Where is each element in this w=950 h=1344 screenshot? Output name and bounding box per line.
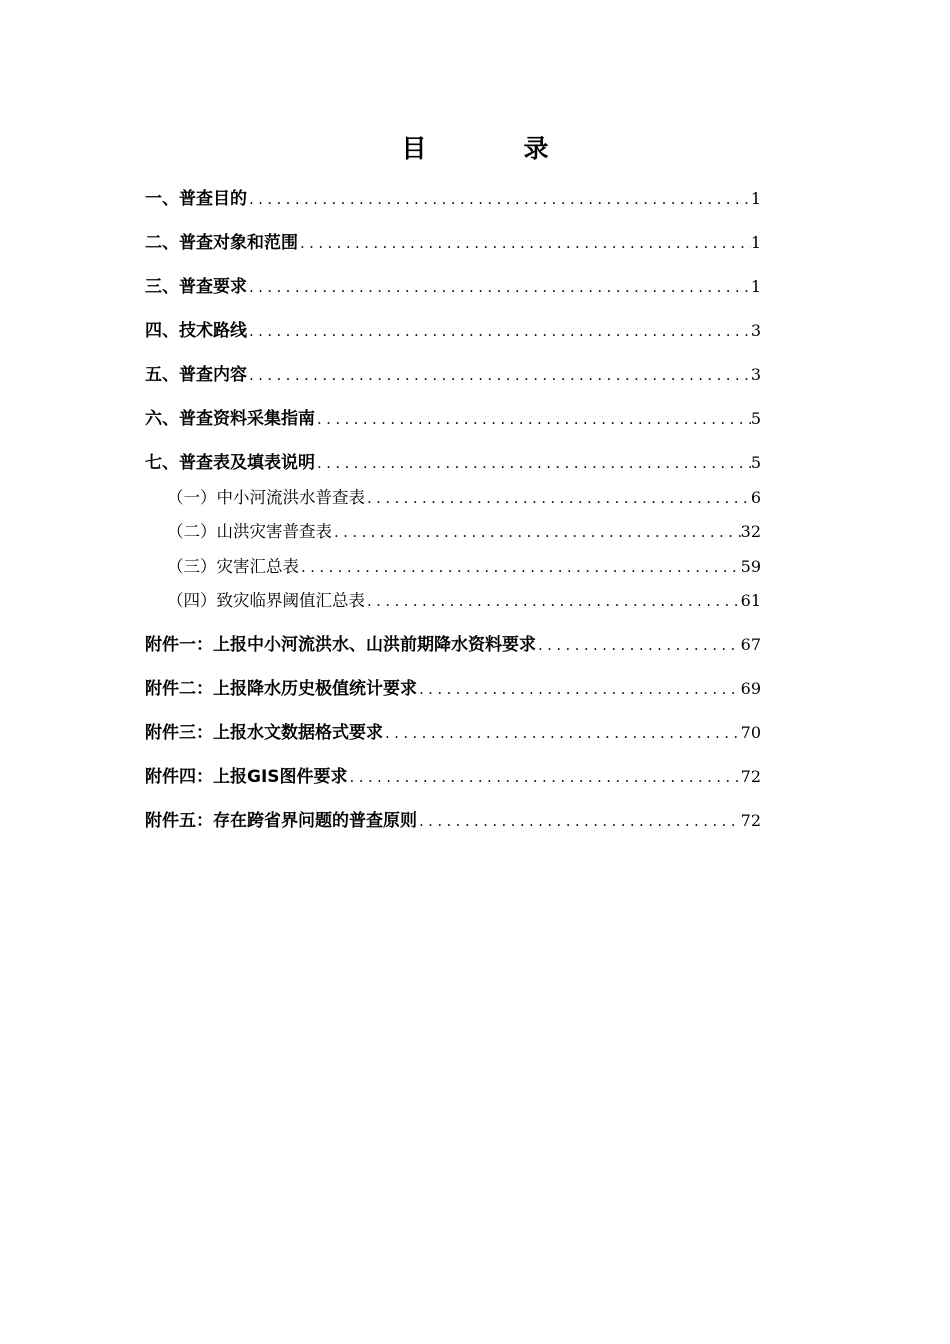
toc-entry-page: 72	[740, 811, 761, 830]
toc-dot-leader	[299, 556, 741, 578]
toc-entry-title: 五、普查内容	[145, 365, 247, 385]
toc-entry-page: 70	[740, 723, 761, 742]
toc-entry-title: 二、普查对象和范围	[145, 233, 298, 253]
toc-entry[interactable]	[145, 386, 761, 430]
toc-dot-leader	[315, 408, 751, 430]
toc-dot-leader	[417, 678, 741, 700]
toc-entry[interactable]	[145, 656, 761, 700]
toc-subentry-page: 61	[740, 591, 761, 610]
toc-entry[interactable]	[145, 788, 761, 832]
toc-entry-title: 附件一：上报中小河流洪水、山洪前期降水资料要求	[145, 635, 536, 655]
toc-dot-leader	[247, 276, 751, 298]
toc-entry-title: 三、普查要求	[145, 277, 247, 297]
toc-entry[interactable]	[145, 700, 761, 744]
toc-dot-leader	[417, 810, 741, 832]
toc-subentry-title: （三）灾害汇总表	[167, 556, 299, 576]
toc-entry-page: 72	[740, 767, 761, 786]
toc-dot-leader	[247, 320, 751, 342]
toc-entry[interactable]	[145, 744, 761, 788]
toc-subentry[interactable]	[145, 474, 761, 509]
toc-entry-title: 附件二：上报降水历史极值统计要求	[145, 679, 417, 699]
toc-entry-title: 附件四：上报GIS图件要求	[145, 767, 348, 787]
toc-dot-leader	[383, 722, 741, 744]
toc-entry-page: 1	[750, 189, 761, 208]
toc-entry[interactable]	[145, 430, 761, 474]
toc-entry-title: 七、普查表及填表说明	[145, 453, 315, 473]
toc-entry-page: 3	[750, 365, 761, 384]
toc-entry[interactable]	[145, 342, 761, 386]
toc-entry-page: 69	[740, 679, 761, 698]
toc-subentry-page: 32	[740, 522, 761, 541]
toc-dot-leader	[536, 634, 741, 656]
toc-dot-leader	[315, 452, 751, 474]
toc-dot-leader	[332, 521, 741, 543]
toc-dot-leader	[365, 590, 741, 612]
toc-dot-leader	[247, 188, 751, 210]
page-title: 目 录	[401, 134, 585, 163]
toc-entry[interactable]	[145, 612, 761, 656]
toc-entry-page: 67	[740, 635, 761, 654]
toc-entry-page: 3	[750, 321, 761, 340]
toc-subentry[interactable]	[145, 543, 761, 578]
toc-entry-page: 5	[750, 409, 761, 428]
toc-dot-leader	[247, 364, 751, 386]
toc-entry[interactable]	[145, 210, 761, 254]
toc-entry-page: 5	[750, 453, 761, 472]
toc-subentry[interactable]	[145, 509, 761, 544]
toc-entry-page: 1	[750, 233, 761, 252]
toc-subentry-title: （二）山洪灾害普查表	[167, 522, 332, 541]
toc-dot-leader	[298, 232, 751, 254]
toc-entry[interactable]	[145, 298, 761, 342]
toc-entry-page: 1	[750, 277, 761, 296]
toc-subentry-title: （四）致灾临界阈值汇总表	[167, 591, 365, 610]
toc-subentry-page: 59	[740, 556, 761, 576]
toc-entry[interactable]	[145, 254, 761, 298]
toc-entry-title: 六、普查资料采集指南	[145, 409, 315, 429]
toc-entry[interactable]	[145, 180, 761, 210]
toc-entry-title: 四、技术路线	[145, 321, 247, 341]
toc-subentry-title: （一）中小河流洪水普查表	[167, 487, 365, 507]
toc-entry-title: 附件五：存在跨省界问题的普查原则	[145, 811, 417, 831]
toc-dot-leader	[348, 766, 741, 788]
table-of-contents	[145, 180, 765, 832]
toc-subentry[interactable]	[145, 578, 761, 613]
toc-entry-title: 一、普查目的	[145, 189, 247, 209]
toc-dot-leader	[365, 487, 751, 509]
toc-subentry-page: 6	[750, 487, 761, 507]
toc-entry-title: 附件三：上报水文数据格式要求	[145, 723, 383, 743]
